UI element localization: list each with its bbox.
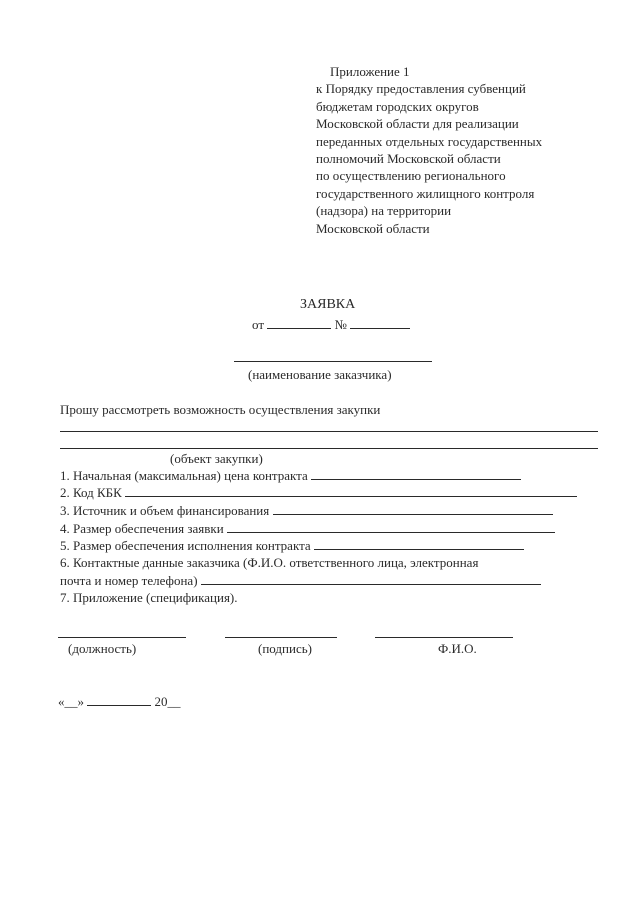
from-label: от bbox=[252, 317, 265, 332]
item-attachment: 7. Приложение (спецификация). bbox=[60, 590, 238, 605]
object-line-2 bbox=[60, 448, 598, 449]
year-prefix: 20__ bbox=[154, 694, 181, 709]
item-blank bbox=[273, 502, 553, 515]
item-kbk-code bbox=[60, 484, 577, 501]
item-bid-security bbox=[60, 520, 555, 537]
item-label: почта и номер телефона) bbox=[60, 573, 198, 588]
item-label: 3. Источник и объем финансирования bbox=[60, 503, 270, 518]
signature-caption: (подпись) bbox=[258, 641, 312, 656]
day-blank: __ bbox=[64, 694, 78, 709]
footer-date bbox=[58, 693, 181, 710]
annex-line: к Порядку предоставления субвенций bbox=[316, 81, 526, 97]
month-blank bbox=[87, 693, 151, 706]
item-contact-data-cont bbox=[60, 572, 541, 589]
document-title: ЗАЯВКА bbox=[300, 297, 356, 312]
date-blank bbox=[267, 316, 331, 329]
object-line-1 bbox=[60, 431, 598, 432]
item-label: 5. Размер обеспечения исполнения контракта bbox=[60, 538, 311, 553]
item-financing-source bbox=[60, 502, 553, 519]
annex-line: Приложение 1 bbox=[330, 64, 410, 79]
signature-line bbox=[225, 637, 337, 638]
annex-line: переданных отдельных государственных bbox=[316, 133, 543, 149]
item-label: 2. Код КБК bbox=[60, 485, 122, 500]
close-quote: » bbox=[77, 694, 84, 709]
number-sign: № bbox=[334, 317, 347, 332]
item-initial-price bbox=[60, 467, 521, 484]
customer-name-line bbox=[234, 361, 432, 362]
annex-line: Московской области bbox=[316, 220, 430, 236]
annex-line: полномочий Московской области bbox=[316, 151, 501, 167]
item-contract-security bbox=[60, 537, 524, 554]
item-label: 1. Начальная (максимальная) цена контракта bbox=[60, 468, 308, 483]
item-contact-data: 6. Контактные данные заказчика (Ф.И.О. ответственного лица, электронная bbox=[60, 555, 479, 570]
item-blank bbox=[311, 467, 521, 480]
position-line bbox=[58, 637, 186, 638]
position-caption: (должность) bbox=[68, 641, 137, 656]
item-blank bbox=[125, 484, 577, 497]
request-text: Прошу рассмотреть возможность осуществления закупки bbox=[60, 402, 381, 417]
item-label: 4. Размер обеспечения заявки bbox=[60, 521, 224, 536]
annex-line: Московской области для реализации bbox=[316, 116, 519, 132]
annex-block bbox=[316, 63, 543, 237]
annex-line: (надзора) на территории bbox=[316, 203, 452, 219]
open-quote: « bbox=[58, 694, 65, 709]
date-number-line bbox=[252, 316, 410, 333]
item-blank bbox=[314, 537, 524, 550]
name-line bbox=[375, 637, 513, 638]
customer-caption: (наименование заказчика) bbox=[248, 367, 392, 382]
annex-line: государственного жилищного контроля bbox=[316, 185, 535, 201]
object-caption: (объект закупки) bbox=[170, 451, 263, 466]
annex-line: бюджетам городских округов bbox=[316, 98, 479, 114]
item-blank bbox=[201, 572, 541, 585]
name-caption: Ф.И.О. bbox=[438, 641, 477, 656]
annex-line: по осуществлению регионального bbox=[316, 168, 506, 184]
item-blank bbox=[227, 520, 555, 533]
number-blank bbox=[350, 316, 410, 329]
